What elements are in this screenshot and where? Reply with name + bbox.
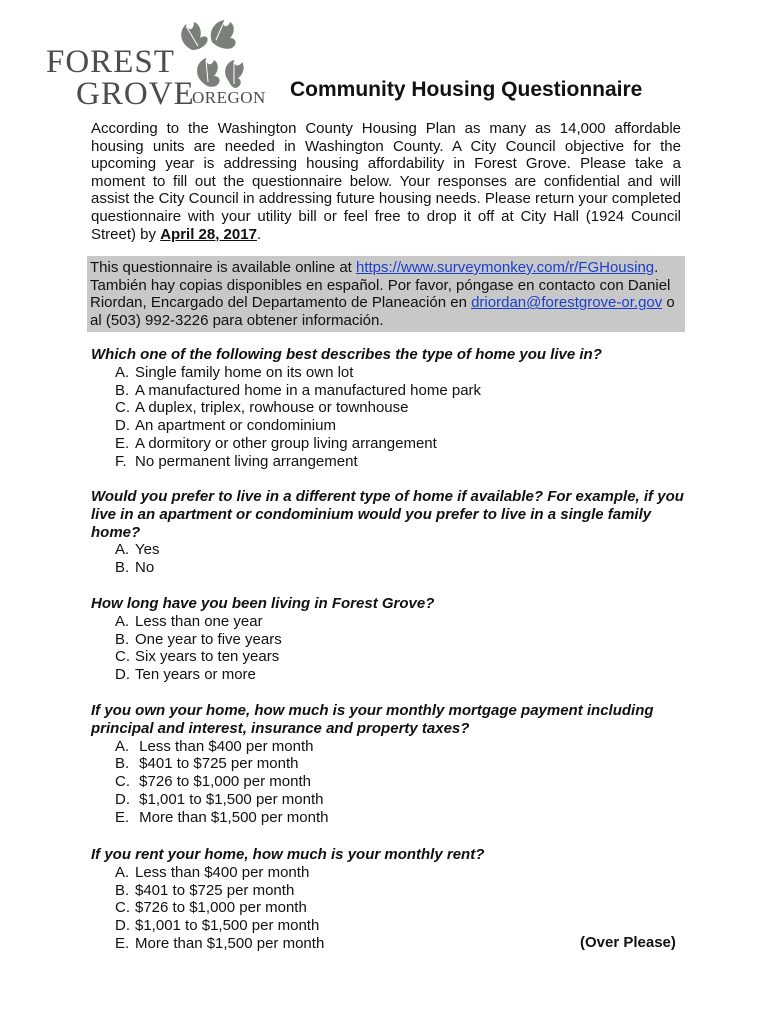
question-text: Which one of the following best describes the type of home you live in? — [91, 346, 602, 363]
option-letter: E. — [115, 808, 130, 826]
option-label: One year to five years — [135, 630, 282, 648]
option[interactable] — [91, 613, 691, 631]
email-link[interactable]: driordan@forestgrove-or.gov — [471, 294, 663, 312]
online-prefix: This questionnaire is available online at — [90, 259, 356, 276]
online-after-url: . — [654, 259, 659, 276]
option-label: $401 to $725 per month — [135, 755, 299, 773]
option-letter: D. — [115, 417, 130, 435]
option[interactable] — [91, 382, 691, 400]
option-label: $401 to $725 per month — [135, 881, 295, 899]
option-label: An apartment or condominium — [135, 417, 336, 435]
question-text: Would you prefer to live in a different type of home if available? For example, if you live in an apartment or condominium would you prefer to live in a single family home? — [91, 488, 684, 541]
option-letter: E. — [115, 934, 130, 952]
option-letter: A. — [115, 863, 130, 881]
logo-oregon-text: OREGON — [192, 88, 266, 107]
option-label: Single family home on its own lot — [135, 363, 354, 381]
option-label: More than $1,500 per month — [135, 808, 329, 826]
option-letter: A. — [115, 737, 130, 755]
question-3 — [91, 595, 691, 684]
option[interactable] — [91, 791, 691, 809]
option-letter: B. — [115, 559, 130, 577]
spanish-text-1: También hay copias disponibles en español. Por favor, póngase en contacto con Daniel Riordan, Encargado del Departamento de Planeación en — [90, 276, 671, 312]
option[interactable] — [91, 435, 691, 453]
option-letter: B. — [115, 381, 130, 399]
option[interactable] — [91, 648, 691, 666]
option[interactable] — [91, 399, 691, 417]
option-letter: D. — [115, 666, 130, 684]
option-letter: C. — [115, 648, 130, 666]
option-label: Less than one year — [135, 612, 263, 630]
option-label: No permanent living arrangement — [135, 452, 358, 470]
option-label: A manufactured home in a manufactured home park — [135, 381, 482, 399]
option-label: Six years to ten years — [135, 648, 280, 666]
option[interactable] — [91, 864, 691, 882]
option[interactable] — [91, 917, 691, 935]
question-1 — [91, 346, 691, 471]
option-label: $1,001 to $1,500 per month — [135, 790, 324, 808]
option[interactable] — [91, 559, 691, 577]
option-letter: C. — [115, 399, 130, 417]
option-label: Less than $400 per month — [135, 737, 314, 755]
intro-end: . — [256, 225, 262, 243]
option-letter: D. — [115, 790, 130, 808]
option[interactable] — [91, 666, 691, 684]
question-text: If you own your home, how much is your monthly mortgage payment including principal and interest, insurance and property taxes? — [91, 702, 654, 737]
option-letter: D. — [115, 917, 130, 935]
option-letter: C. — [115, 899, 130, 917]
option-letter: F. — [115, 452, 127, 470]
option[interactable] — [91, 773, 691, 791]
option-letter: A. — [115, 541, 130, 559]
question-text: How long have you been living in Forest Grove? — [91, 595, 435, 612]
option-label: Ten years or more — [135, 666, 256, 684]
question-4 — [91, 702, 691, 827]
option-letter: B. — [115, 881, 130, 899]
option-label: Less than $400 per month — [135, 863, 310, 881]
option-letter: B. — [115, 755, 130, 773]
option[interactable] — [91, 882, 691, 900]
deadline-date: April 28, 2017 — [160, 225, 257, 243]
logo-forest-text: FOREST — [46, 44, 175, 80]
option-label: $1,001 to $1,500 per month — [135, 917, 320, 935]
option-label: $726 to $1,000 per month — [135, 899, 307, 917]
option[interactable] — [91, 899, 691, 917]
option-label: $726 to $1,000 per month — [135, 773, 311, 791]
option[interactable] — [91, 417, 691, 435]
option-letter: A. — [115, 363, 130, 381]
question-2 — [91, 488, 691, 577]
intro-paragraph — [91, 120, 681, 243]
option-label: No — [135, 559, 155, 577]
option-letter: C. — [115, 773, 130, 791]
over-please-note: (Over Please) — [580, 934, 676, 951]
survey-link[interactable]: https://www.surveymonkey.com/r/FGHousing — [356, 259, 655, 276]
option[interactable] — [91, 364, 691, 382]
option[interactable] — [91, 541, 691, 559]
spanish-text-2: o al (503) 992-3226 para obtener información. — [90, 294, 675, 329]
intro-text: According to the Washington County Housing Plan as many as 14,000 affordable housing units are needed in Washington County. A City Council objective for the upcoming year is addressing housing affordability in Forest Grove. Please take a moment to fill out the questionnaire below. Your responses are confidential and will assist the City Council in addressing future housing needs. Please return your completed questionnaire with your utility bill or feel free to drop it off at City Hall (1924 Council Street) by — [91, 120, 681, 243]
question-text: If you rent your home, how much is your monthly rent? — [91, 846, 485, 863]
option[interactable] — [91, 755, 691, 773]
option-label: More than $1,500 per month — [135, 934, 325, 952]
option-letter: E. — [115, 434, 130, 452]
option-label: Yes — [135, 541, 160, 559]
forest-grove-logo — [42, 10, 272, 112]
option-letter: A. — [115, 612, 130, 630]
option-label: A duplex, triplex, rowhouse or townhouse — [135, 399, 409, 417]
online-notice-box — [87, 256, 685, 332]
logo-grove-text: GROVE — [76, 76, 195, 112]
option[interactable] — [91, 631, 691, 649]
option-label: A dormitory or other group living arrangement — [135, 434, 437, 452]
option[interactable] — [91, 453, 691, 471]
option-letter: B. — [115, 630, 130, 648]
option[interactable] — [91, 809, 691, 827]
option[interactable] — [91, 738, 691, 756]
page-title: Community Housing Questionnaire — [290, 78, 643, 101]
